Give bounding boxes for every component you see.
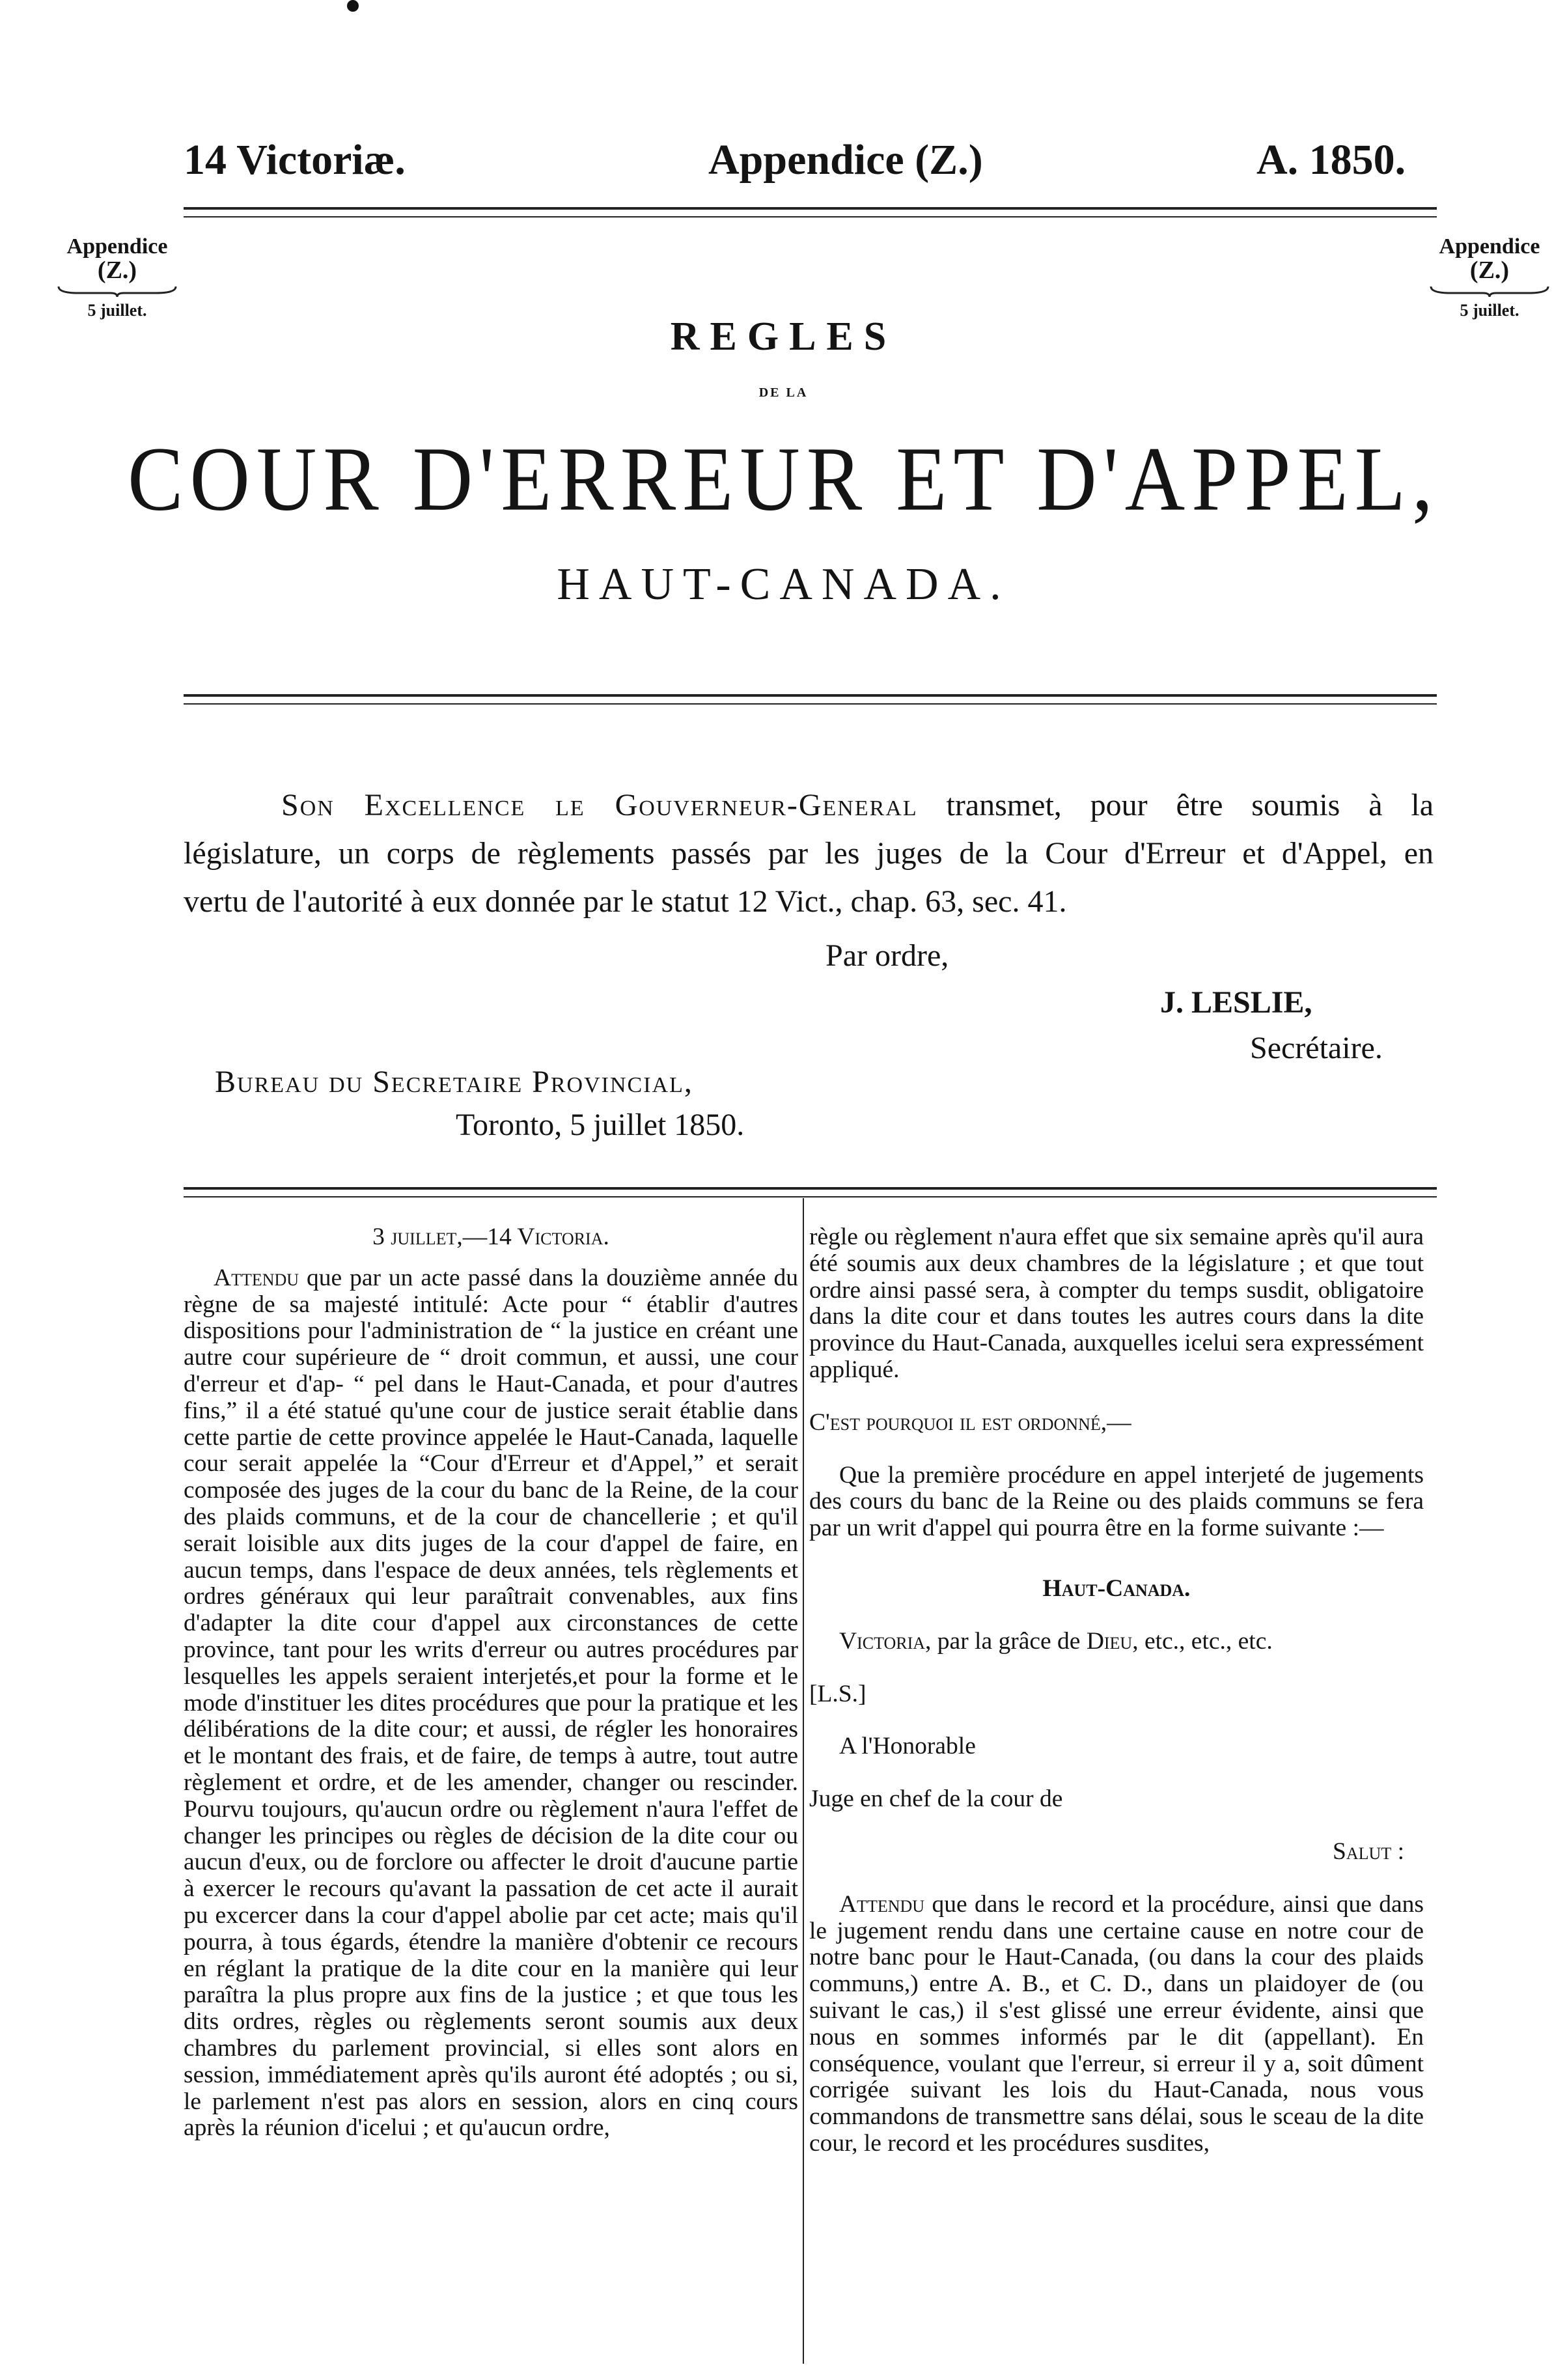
signatory-title: Secrétaire. — [1250, 1031, 1383, 1065]
margin-note-left — [46, 236, 189, 319]
writ-text: que dans le record et la procédure, ainsi que dans le jugement rendu dans une certaine cause en notre cour de notre banc pour le Haut-Canada, (ou dans la cour des plaids communs,) entre A. B., et C. D., dans un plaidoyer de (ou suivant le cas,) il s'est glissé une erreur évidente, ainsi que nous en sommes informés par le dit (appellant). En conséquence, voulant que l'erreur, si erreur il y a, soit dûment corrigée suivant les lois du Haut-Canada, nous vous commandons de transmettre sans délai, sous le sceau de la dite cour, le record et les procédures susdites, — [809, 1890, 1424, 2157]
message-text-1: transmet, pour être soumis à la — [917, 788, 1434, 822]
juge-line: Juge en chef de la cour de — [809, 1785, 1063, 1813]
margin-note-label: Appendice — [66, 234, 168, 259]
margin-note-date: 5 juillet. — [1460, 301, 1519, 320]
running-head-right: A. 1850. — [1256, 136, 1406, 184]
title-rule-bottom — [184, 703, 1437, 705]
attendu-word: Attendu — [214, 1264, 299, 1291]
title-rule-top — [184, 694, 1437, 697]
place-date: Toronto, 5 juillet 1850. — [456, 1108, 745, 1142]
brace-icon — [46, 284, 189, 298]
title-haut-canada: HAUT-CANADA. — [557, 559, 1010, 609]
message-paragraph — [184, 781, 1434, 926]
header-rule-top — [184, 207, 1437, 210]
margin-note-code: (Z.) — [97, 257, 137, 284]
preamble-paragraph — [184, 1265, 798, 2142]
bureau-line: Bureau du Secretaire Provincial, — [215, 1065, 693, 1099]
running-head-left: 14 Victoriæ. — [184, 136, 406, 184]
margin-note-date: 5 juillet. — [87, 301, 147, 320]
margin-note-right — [1418, 236, 1561, 319]
form-heading: Haut-Canada. — [1042, 1575, 1191, 1602]
premiere-procedure-paragraph: Que la première procédure en appel interjeté de jugements des cours du banc de la Reine ou des plaids communs se fera par un writ d'appel qui pourra être en la forme suivante :— — [809, 1461, 1424, 1542]
running-head-center: Appendice (Z.) — [708, 136, 983, 184]
header-rule-bottom — [184, 216, 1437, 217]
signatory-name: J. LESLIE, — [1160, 985, 1312, 1020]
title-cour: COUR D'ERREUR ET D'APPEL, — [128, 428, 1439, 530]
continuation-paragraph: règle ou règlement n'aura effet que six semaine après qu'il aura été soumis aux deux chambres de la législature ; et que tout ordre ainsi passé sera, à compter du temps susdit, obligatoire dans la dite cour et dans toutes les autres cours dans la dite province du Haut-Canada, auxquelles icelui sera expressément appliqué. — [809, 1224, 1424, 1383]
addressee-line: A l'Honorable — [839, 1733, 976, 1760]
left-column-heading: 3 juillet,—14 Victoria. — [372, 1224, 609, 1250]
victoria-text: , par la grâce de — [925, 1627, 1087, 1655]
margin-note-code: (Z.) — [1469, 257, 1510, 284]
salut-line: Salut : — [1333, 1838, 1404, 1865]
title-regles: REGLES — [670, 315, 897, 359]
message-line-1 — [184, 781, 1434, 830]
ink-spot — [347, 0, 359, 12]
par-ordre: Par ordre, — [825, 938, 949, 973]
ordonne-heading: C'est pourquoi il est ordonné,— — [809, 1408, 1131, 1436]
victoria-etc: , etc., etc., etc. — [1132, 1627, 1273, 1655]
dieu-word: Dieu — [1086, 1627, 1133, 1655]
seal-mark: [L.S.] — [809, 1680, 867, 1707]
message-line-3: vertu de l'autorité à eux donnée par le statut 12 Vict., chap. 63, sec. 41. — [184, 884, 1067, 919]
writ-paragraph — [809, 1892, 1424, 2157]
margin-note-label: Appendice — [1439, 234, 1540, 259]
attendu-word-2: Attendu — [839, 1890, 925, 1918]
body-rule-bottom — [184, 1196, 1437, 1197]
sender-name: Son Excellence le Gouverneur-General — [281, 788, 918, 822]
right-column — [809, 1224, 1424, 2157]
title-de-la: DE LA — [758, 385, 809, 400]
left-column — [184, 1224, 798, 2142]
column-divider — [803, 1198, 804, 2364]
preamble-text: que par un acte passé dans la douzième année du règne de sa majesté intitulé: Acte pour “ établir d'autres dispositions pour l'administration de “ la justice en créant une autre cour supérieure de “ droit commun, et aussi, une cour d'erreur et d'ap- “ pel dans le Haut-Canada, et pour d'autres fins,” il a été statué qu'une cour de justice serait établie dans cette partie de cette province appelée le Haut-Canada, laquelle cour serait appelée la “Cour d'Erreur et d'Appel,” et serait composée des juges de la cour du banc de la Reine, de la cour des plaids communs, et de la cour de chancellerie ; et qu'il serait loisible aux dits juges de la cour d'appel de faire, en aucun temps, dans l'espace de deux années, tels règlements et ordres généraux qui leur paraîtrait convenables, aux fins d'adapter la dite cour d'appel aux circonstances de cette province, tant pour les writs d'erreur ou autres procédures par lesquelles les appels seraient interjetés,et pour la forme et le mode d'instituer les dites procédures que pour la pratique et les délibérations de la dite cour; et aussi, de régler les honoraires et le montant des frais, et de faire, de temps à autre, tout autre règlement et ordre, et de les amender, changer ou rescinder. Pourvu toujours, qu'aucun ordre ou règlement n'aura l'effet de changer les principes ou règles de décision de la dite cour ou aucun d'eux, ou de forclore ou affecter le droit d'aucune partie à exercer le recours qu'avant la passation de cet acte il aurait pu excercer dans la cour d'appel abolie par cet acte; mais qu'il pourra, à tous égards, étendre la manière d'obtenir ce recours en réglant la pratique de la dite cour en la manière qui leur paraîtra la plus propre aux fins de la justice ; et que tous les dits ordres, règles ou règlements seront soumis aux deux chambres du parlement provincial, si elles sont alors en session, immédiatement après qu'ils auront été adoptés ; ou si, le parlement n'est pas alors en session, alors en cinq cours après la réunion d'icelui ; et qu'aucun ordre, — [184, 1264, 798, 2142]
victoria-line — [809, 1629, 1424, 1655]
brace-icon — [1418, 284, 1561, 298]
body-rule-top — [184, 1187, 1437, 1190]
message-line-2: législature, un corps de règlements passés par les juges de la Cour d'Erreur et d'Appel, en — [184, 836, 1434, 871]
victoria-word: Victoria — [839, 1627, 926, 1655]
